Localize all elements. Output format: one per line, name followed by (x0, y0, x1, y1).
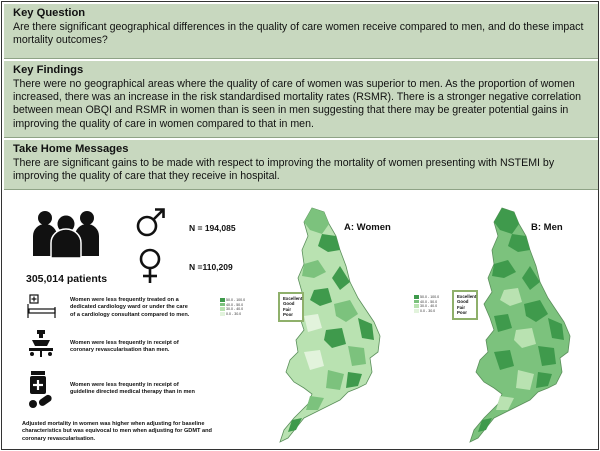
key-question-heading: Key Question (13, 7, 86, 19)
medication-icon (28, 370, 54, 410)
map-men-england (464, 206, 574, 446)
map-b-scale: 50.0 - 100.0 40.0 - 50.0 30.0 - 40.0 0.0 - 30.0 (414, 295, 439, 313)
map-b-legend: Excellent Good Fair Poor (452, 290, 478, 320)
map-a-scale: 50.0 - 100.0 40.0 - 50.0 30.0 - 40.0 0.0 - 30.0 (220, 298, 245, 316)
patients-count: 305,014 patients (26, 273, 108, 285)
take-home-text: There are significant gains to be made with respect to improving the mortality of women presenting with NSTEMI by improving the quality of care that they receive in hospital. (13, 157, 555, 183)
cath-lab-icon (26, 329, 56, 359)
map-b-title: B: Men (531, 222, 563, 233)
take-home-panel (4, 140, 598, 190)
take-home-heading: Take Home Messages (13, 143, 129, 155)
key-findings-panel (4, 61, 598, 138)
map-a-legend: Excellent Good Fair Poor (278, 292, 304, 322)
map-a-title: A: Women (344, 222, 391, 233)
key-findings-heading: Key Findings (13, 64, 84, 76)
male-symbol-icon (136, 206, 166, 238)
female-symbol-icon (138, 248, 162, 284)
adjusted-mortality-note: Adjusted mortality in women was higher when adjusting for baseline characteristics but was equivocal to men when adjusting for GDMT and coronary revascularisation. (22, 421, 212, 442)
finding-revasc-text: Women were less frequently in receipt of coronary revascularisation than men. (70, 340, 179, 354)
people-group-icon (30, 208, 102, 258)
men-count: N = 194,085 (189, 223, 236, 233)
key-findings-text: There were no geographical areas where the quality of care of women was superior to men. As the proportion of women increased, there was an increase in the risk standardised mortality rates (RSMR). There is a stronger negative correlation between mean OBQI and RSMR in women than is seen in men suggesting that there may be greater potential gains in improving the quality of care in women compared to that in men. (13, 78, 582, 130)
hospital-bed-icon (26, 294, 58, 320)
key-question-text: Are there significant geographical differences in the quality of care women receive compared to men, and do these impact mortality outcomes? (13, 21, 584, 47)
women-count: N =110,209 (189, 262, 233, 272)
map-women-england (274, 206, 384, 446)
finding-gdmt-text: Women were less frequently in receipt of guideline directed medical therapy than in men (70, 382, 195, 396)
finding-ward-text: Women were less frequently treated on a dedicated cardiology ward or under the care of a cardiology consultant compared to men. (70, 297, 190, 318)
key-question-panel (4, 4, 598, 59)
infographic (1, 1, 599, 450)
visual-abstract (4, 198, 598, 449)
